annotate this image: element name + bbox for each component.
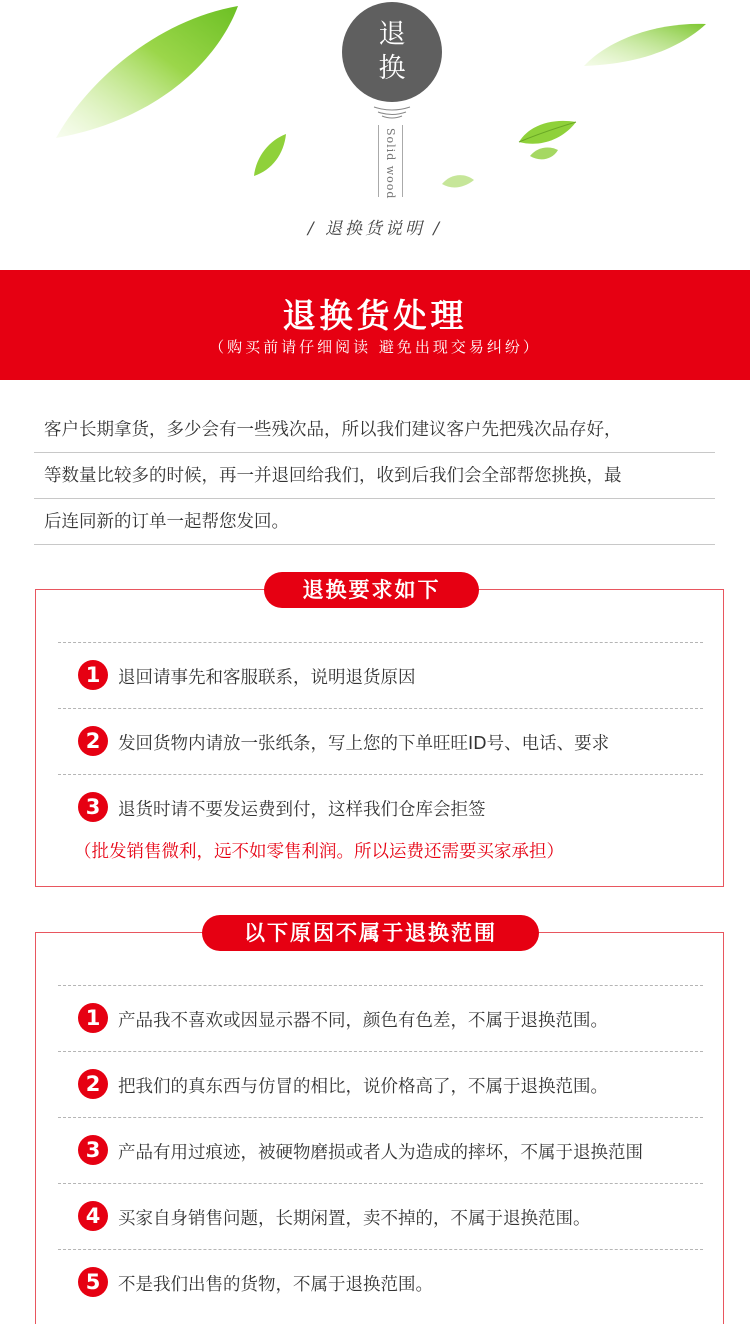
leaf-icon	[580, 18, 710, 70]
shipping-note: （批发销售微利，远不如零售利润。所以运费还需要买家承担）	[74, 842, 564, 862]
vertical-label: Solid wood	[384, 128, 397, 200]
list-item	[58, 1051, 703, 1117]
leaf-icon	[48, 0, 248, 150]
number-badge: 5	[78, 1267, 108, 1297]
item-text: 产品有用过痕迹，被硬物磨损或者人为造成的摔坏，不属于退换范围	[118, 1143, 643, 1163]
item-text: 不是我们出售的货物，不属于退换范围。	[118, 1275, 433, 1295]
divider	[378, 125, 379, 197]
section-heading: 以下原因不属于退换范围	[202, 915, 539, 951]
number-badge: 2	[78, 726, 108, 756]
list-item	[58, 985, 703, 1051]
leaf-icon	[528, 144, 560, 164]
requirements-box	[35, 578, 724, 887]
exclusions-list	[58, 985, 703, 1315]
section-heading: 退换要求如下	[264, 572, 479, 608]
hero-header	[0, 0, 750, 270]
intro-paragraph	[34, 407, 715, 545]
number-badge: 4	[78, 1201, 108, 1231]
list-item	[58, 642, 703, 708]
item-text: 把我们的真东西与仿冒的相比，说价格高了，不属于退换范围。	[118, 1077, 608, 1097]
item-text: 退回请事先和客服联系，说明退货原因	[118, 668, 416, 688]
item-text: 产品我不喜欢或因显示器不同，颜色有色差，不属于退换范围。	[118, 1011, 608, 1031]
number-badge: 1	[78, 660, 108, 690]
list-item	[58, 708, 703, 774]
list-item	[58, 1249, 703, 1315]
number-badge: 2	[78, 1069, 108, 1099]
list-item	[58, 1183, 703, 1249]
title-banner	[0, 270, 750, 380]
section-subtitle: / 退换货说明 /	[307, 219, 443, 239]
number-badge: 1	[78, 1003, 108, 1033]
number-badge: 3	[78, 792, 108, 822]
decorative-lines	[372, 104, 412, 120]
item-text: 买家自身销售问题，长期闲置，卖不掉的，不属于退换范围。	[118, 1209, 591, 1229]
badge-char: 退	[378, 19, 406, 50]
list-item	[58, 774, 703, 840]
list-item	[58, 1117, 703, 1183]
banner-subtitle: （购买前请仔细阅读 避免出现交易纠纷）	[209, 338, 541, 356]
intro-line: 等数量比较多的时候，再一并退回给我们，收到后我们会全部帮您挑换，最	[34, 453, 715, 499]
requirements-list	[58, 642, 703, 840]
exclusions-box	[35, 921, 724, 1324]
leaf-icon	[250, 132, 290, 178]
badge-char: 换	[378, 53, 406, 84]
item-text: 发回货物内请放一张纸条，写上您的下单旺旺ID号、电话、要求	[118, 734, 610, 754]
page-title: 退换货处理	[282, 296, 468, 335]
number-badge: 3	[78, 1135, 108, 1165]
intro-line: 客户长期拿货，多少会有一些残次品，所以我们建议客户先把残次品存好，	[34, 407, 715, 453]
intro-line: 后连同新的订单一起帮您发回。	[34, 499, 715, 545]
title-badge	[342, 2, 442, 102]
item-text: 退货时请不要发运费到付，这样我们仓库会拒签	[118, 800, 486, 820]
divider	[402, 125, 403, 197]
leaf-icon	[440, 170, 476, 192]
